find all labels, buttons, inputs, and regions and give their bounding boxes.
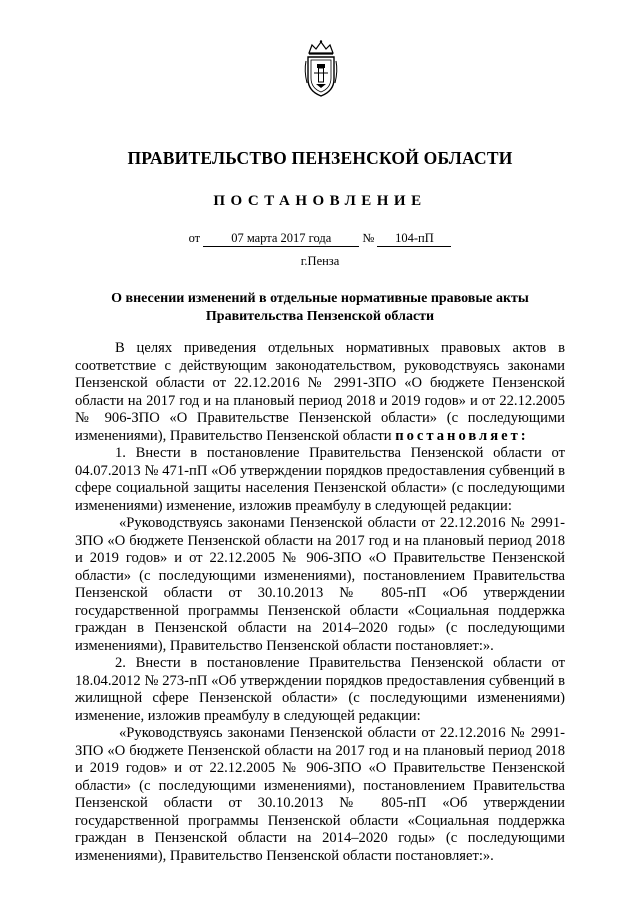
document-date: 07 марта 2017 года [203, 231, 359, 247]
date-prefix: от [188, 231, 201, 245]
subject-line-2: Правительства Пензенской области [205, 309, 435, 324]
preamble-paragraph [75, 340, 565, 445]
document-type: ПОСТАНОВЛЕНИЕ [213, 193, 427, 209]
coat-of-arms-emblem [303, 39, 339, 99]
item-1-paragraph: 1. Внести в постановление Правительства Пензенской области от 04.07.2013 № 471-пП «Об утверждении порядков предоставления субвенций в сфере социальной защиты населения Пензенской области» (с последующими изменениями) изменение, изложив преамбулу в следующей редакции: [75, 445, 565, 514]
item-2-quote-paragraph: «Руководствуясь законами Пензенской области от 22.12.2016 № 2991-ЗПО «О бюджете Пензенской области на 2017 год и на плановый период 2018 и 2019 годов» и от 22.12.2005 № 906-ЗПО «О Правительстве Пензенской области» (с последующими изменениями), постановлением Правительства Пензенской области от 30.10.2013 № 805-пП «Об утверждении государственной программы Пензенской области «Социальная поддержка граждан в Пензенской области на 2014–2020 годы» (с последующими изменениями), Правительство Пензенской области постановляет:». [75, 725, 565, 864]
government-title: ПРАВИТЕЛЬСТВО ПЕНЗЕНСКОЙ ОБЛАСТИ [127, 148, 513, 168]
document-body [75, 340, 565, 865]
preamble-text: В целях приведения отдельных нормативных правовых актов в соответствие с действующим законодательством, руководствуясь законами Пензенской области от 22.12.2016 № 2991-ЗПО «О бюджете Пензенской области на 2017 год и на плановый период 2018 и 2019 годов» и от 22.12.2005 № 906-ЗПО «О Правительстве Пензенской области» (с последующими изменениями), Правительство Пензенской области [75, 340, 565, 444]
subject-line-1: О внесении изменений в отдельные нормативные правовые акты [111, 291, 529, 306]
number-prefix: № [362, 231, 375, 245]
item-2-paragraph: 2. Внести в постановление Правительства Пензенской области от 18.04.2012 № 273-пП «Об утверждении порядков предоставления субвенций в жилищной сфере Пензенской области» (с последующими изменениями) изменение, изложив преамбулу в следующей редакции: [75, 655, 565, 724]
document-number: 104-пП [377, 231, 451, 247]
document-subject [80, 290, 560, 326]
item-1-quote-paragraph: «Руководствуясь законами Пензенской области от 22.12.2016 № 2991-ЗПО «О бюджете Пензенской области на 2017 год и на плановый период 2018 и 2019 годов» и от 22.12.2005 № 906-ЗПО «О Правительстве Пензенской области» (с последующими изменениями), постановлением Правительства Пензенской области от 30.10.2013 № 805-пП «Об утверждении государственной программы Пензенской области «Социальная поддержка граждан в Пензенской области на 2014–2020 годы» (с последующими изменениями), Правительство Пензенской области постановляет:». [75, 515, 565, 654]
city-name: г.Пенза [300, 254, 340, 268]
decree-word: постановляет: [395, 427, 529, 444]
date-number-line [0, 231, 640, 247]
